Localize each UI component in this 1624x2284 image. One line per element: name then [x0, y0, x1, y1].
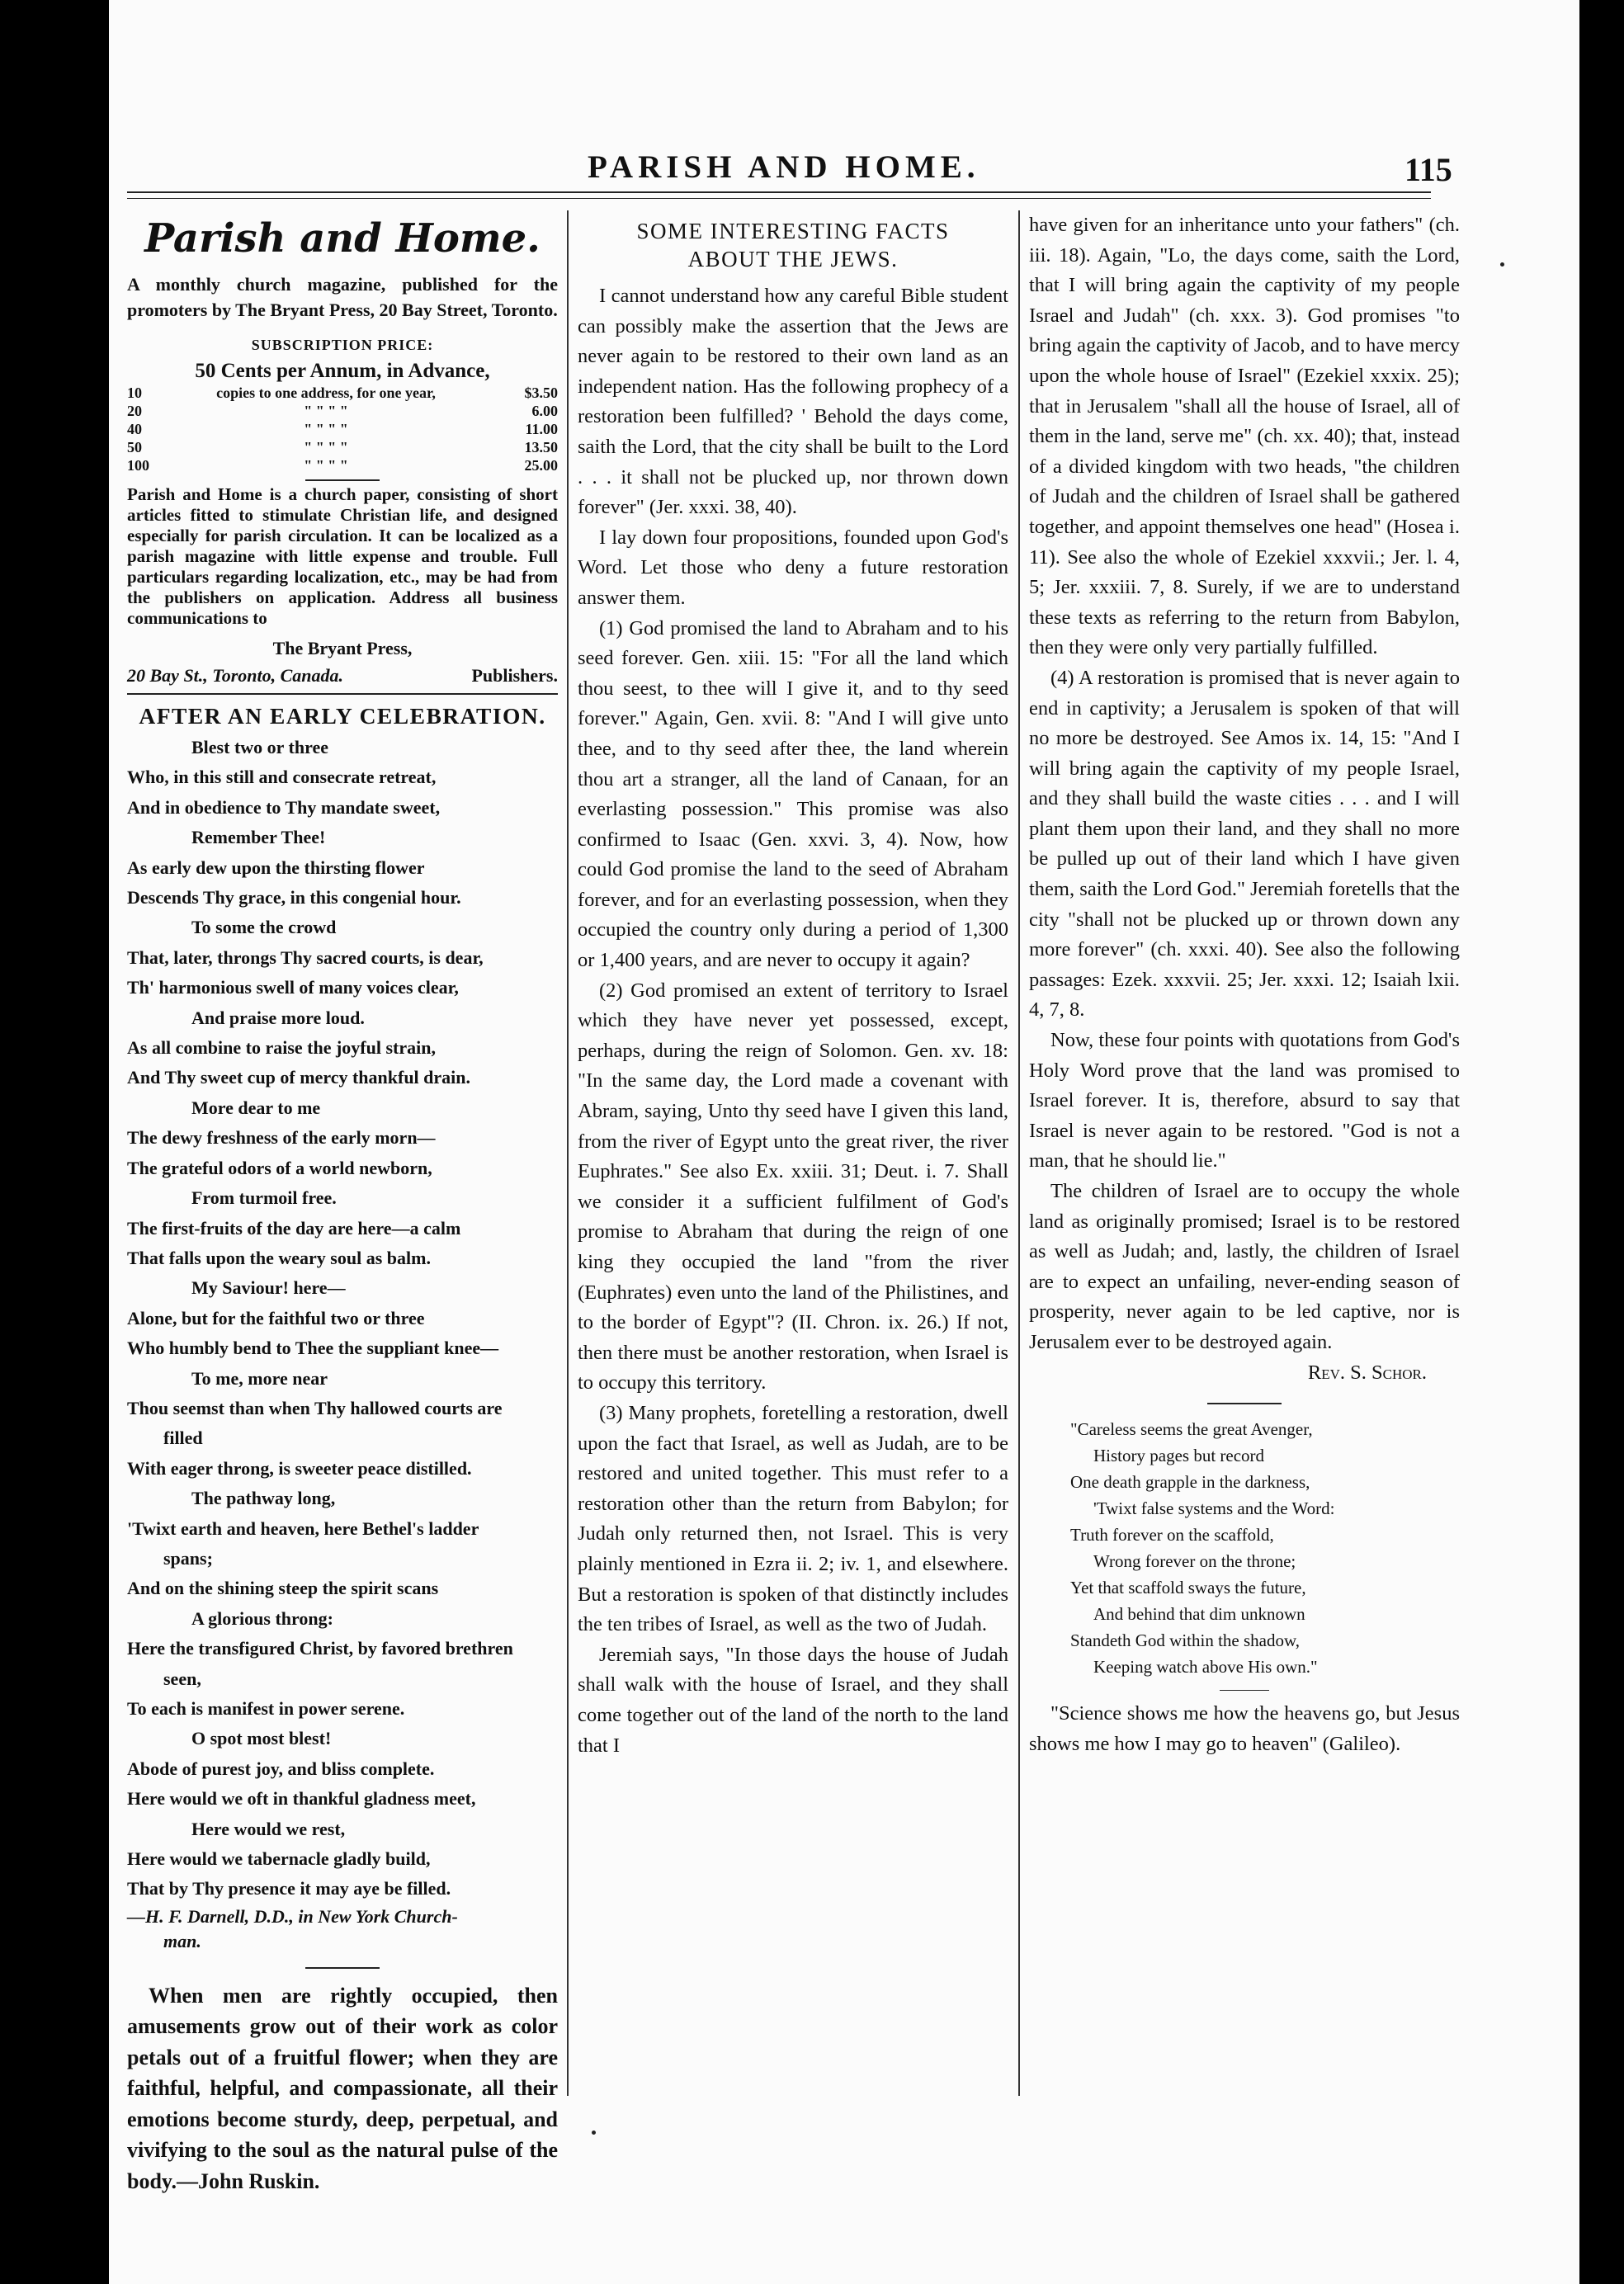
- rate-row: [127, 402, 558, 420]
- poem-line: seen,: [163, 1668, 201, 1689]
- poem-line: The pathway long,: [191, 1488, 336, 1509]
- article-title-line-1: SOME INTERESTING FACTS: [636, 219, 950, 243]
- rate-price: 6.00: [531, 403, 558, 419]
- poem-line: To some the crowd: [191, 917, 337, 938]
- poem-line: More dear to me: [191, 1097, 321, 1118]
- paper-description: Parish and Home is a church paper, consisting of short articles fitted to stimulate Christian life, and designed especially for parish circulation. It can be localized as a parish magazine with little expense and trouble. Full particulars regarding localization, etc., may be had from the publishers on application. Address all business communications to: [127, 484, 558, 628]
- right-column: [1029, 210, 1460, 1759]
- publisher-line: [127, 663, 558, 688]
- poem-line: To each is manifest in power serene.: [127, 1698, 405, 1719]
- poem-title: AFTER AN EARLY CELEBRATION.: [139, 703, 546, 729]
- poem-line: The first-fruits of the day are here—a calm: [127, 1217, 461, 1239]
- article-paragraph: (2) God promised an extent of territory to Israel which they have never yet possessed, except, perhaps, during the reign of Solomon. Gen. xv. 18: "In the same day, the Lord made a covenant with Abram, saying, Unto thy seed have I given this land, from the river of Egypt unto the great river, the river Euphrates." See also Ex. xxiii. 31; Deut. i. 7. Shall we consider it a sufficient fulfilment of God's promise to Abraham that during the reign of one king they occupied the land "from the river (Euphrates) even unto the land of the Philistines, and to the border of Egypt"? (II. Chron. ix. 26.) If not, then there must be another restoration, when Israel is to occupy this territory.: [578, 979, 1008, 1394]
- poem-line: As all combine to raise the joyful strain,: [127, 1037, 436, 1059]
- poem-line: From turmoil free.: [191, 1187, 337, 1209]
- ruskin-quote: When men are rightly occupied, then amusements grow out of their work as color petals out of a fruitful flower; when they are faithful, helpful, and compassionate, all their emotions become sturdy, deep, perpetual, and vivifying to the soul as the natural pulse of the body.—John Ruskin.: [127, 1983, 558, 2193]
- running-header: [109, 132, 1579, 188]
- poem-line: My Saviour! here—: [191, 1277, 346, 1299]
- poem-line: Th' harmonious swell of many voices clear,: [127, 977, 459, 998]
- article-body-part-2: [1029, 210, 1460, 1358]
- poem-line: filled: [163, 1428, 203, 1449]
- article-paragraph: have given for an inheritance unto your fathers" (ch. iii. 18). Again, "Lo, the days come, saith the Lord, that I will bring again the captivity of my people Israel and Judah" (ch. xxx. 3). God promises "to bring again the captivity of Jacob, and to have mercy upon the whole house of Israel" (Ezekiel xxxix. 25); that in Jerusalem "shall all the house of Israel, all of them in the land, serve me" (ch. xx. 40); that, instead of a divided kingdom with two heads, "the children of Judah and the children of Israel shall be gathered together, and appoint themselves one head" (Hosea i. 11). See also the whole of Ezekiel xxxvii.; Jer. l. 4, 5; Jer. xxxiii. 7, 8. Surely, if we are to understand these texts as referring to the return from Babylon, then they were only very partially fulfilled.: [1029, 214, 1460, 659]
- verse: [1029, 1416, 1460, 1680]
- article-paragraph: (3) Many prophets, foretelling a restoration, dwell upon the fact that Israel, as well as Judah, are to be restored and united together. This must refer to a restoration other than the return from Babylon; for Judah only returned then, not Israel. This is very plainly mentioned in Ezra ii. 2; iv. 1, and elsewhere. But a restoration is spoken of that distinctly includes the ten tribes of Israel, as well as the two of Judah.: [578, 1401, 1008, 1636]
- poem-line: And praise more loud.: [191, 1007, 365, 1028]
- poem-line: That falls upon the weary soul as balm.: [127, 1247, 431, 1268]
- poem-line: That by Thy presence it may aye be filled.: [127, 1878, 451, 1899]
- poem-line: As early dew upon the thirsting flower: [127, 856, 425, 878]
- poem-line: Abode of purest joy, and bliss complete.: [127, 1758, 435, 1779]
- poem-line: To me, more near: [191, 1367, 328, 1389]
- rate-price: $3.50: [524, 385, 558, 401]
- magazine-page: [109, 0, 1579, 2284]
- poem-line: Who humbly bend to Thee the suppliant knee—: [127, 1338, 499, 1359]
- poem-line: The grateful odors of a world newborn,: [127, 1157, 432, 1178]
- rate-row: [127, 438, 558, 456]
- article-paragraph: I lay down four propositions, founded upon God's Word. Let those who deny a future restoration answer them.: [578, 526, 1008, 609]
- poem-line: Thou seemst than when Thy hallowed courts are: [127, 1397, 503, 1418]
- column-divider-right: [1018, 210, 1020, 2096]
- rate-row: [127, 384, 558, 402]
- verse-line: Wrong forever on the throne;: [1093, 1551, 1296, 1572]
- verse-line: 'Twixt false systems and the Word:: [1093, 1498, 1335, 1519]
- header-rule: [127, 191, 1431, 193]
- verse-line: One death grapple in the darkness,: [1070, 1472, 1310, 1493]
- poem-line: Here would we tabernacle gladly build,: [127, 1848, 431, 1870]
- poem-line: Here would we oft in thankful gladness meet,: [127, 1788, 476, 1810]
- middle-column: [578, 210, 1008, 1761]
- publisher-address: 20 Bay St., Toronto, Canada.: [127, 665, 344, 686]
- verse-line: And behind that dim unknown: [1093, 1604, 1305, 1625]
- rate-price: 13.50: [524, 439, 558, 455]
- poem-attribution-cont: man.: [163, 1930, 201, 1951]
- rate-qty: 40: [127, 421, 142, 437]
- poem-line: And in obedience to Thy mandate sweet,: [127, 796, 441, 818]
- poem-line: Remember Thee!: [191, 827, 326, 848]
- poem-line: Here the transfigured Christ, by favored brethren: [127, 1638, 513, 1659]
- poem-line: And Thy sweet cup of mercy thankful drain.: [127, 1067, 471, 1088]
- poem-line: Who, in this still and consecrate retreat,: [127, 767, 437, 788]
- article-paragraph: (1) God promised the land to Abraham and to his seed forever. Gen. xiii. 15: "For all the land which thou seest, to thee will I give it, and to thy seed forever." Again, Gen. xvii. 8: "And I will give unto thee, and to thy seed after thee, the land wherein thou art a stranger, all the land of Canaan, for an everlasting possession." This promise was also confirmed to Isaac (Gen. xxvi. 3, 4). Now, how could God promise the land to the seed of Abraham forever, and for an everlasting possession, when they occupied the country only during a period of 1,300 or 1,400 years, and are never to occupy it again?: [578, 616, 1008, 972]
- rate-qty: 50: [127, 439, 142, 455]
- rate-text: " " " ": [304, 457, 348, 474]
- divider: [305, 1967, 380, 1969]
- running-title: PARISH AND HOME.: [588, 149, 980, 185]
- verse-line: Keeping watch above His own.": [1093, 1657, 1318, 1678]
- article-paragraph: Now, these four points with quotations from God's Holy Word prove that the land was promised to Israel forever. It is, therefore, absurd to say that Israel is never again to be restored. "God is not a man, that he should lie.": [1029, 1029, 1460, 1173]
- left-column: [127, 210, 558, 2197]
- poem-line: Here would we rest,: [191, 1818, 346, 1839]
- poem-line: A glorious throng:: [191, 1607, 333, 1629]
- article-paragraph: (4) A restoration is promised that is never again to end in captivity; a Jerusalem is spoken of that will no more be destroyed. See Amos ix. 14, 15: "And I will bring again the captivity of my people Israel, and they shall build the waste cities . . . and I will plant them upon their land, and they shall no more be pulled up out of their land which I have given them, saith the Lord God." Jeremiah foretells that the city "shall not be plucked up or thrown down any more forever" (ch. xxxi. 40). See also the following passages: Ezek. xxxvii. 25; Jer. xxxi. 12; Isaiah lxii. 4, 7, 8.: [1029, 666, 1460, 1022]
- article-signature: Rev. S. Schor.: [1307, 1361, 1427, 1384]
- poem-line: Descends Thy grace, in this congenial hour.: [127, 887, 461, 908]
- article-paragraph: I cannot understand how any careful Bible student can possibly make the assertion that the Jews are never again to be restored to their own land as an independent nation. Has the following prophecy of a restoration been fulfilled? ' Behold the days come, saith the Lord, that the city shall be built to the Lord . . . it shall not be plucked up, nor thrown down forever" (Jer. xxxi. 38, 40).: [578, 285, 1008, 519]
- poem-line: And on the shining steep the spirit scans: [127, 1578, 439, 1599]
- verse-line: Truth forever on the scaffold,: [1070, 1525, 1274, 1545]
- print-speck: [592, 2131, 596, 2135]
- print-speck: [1500, 262, 1504, 267]
- rate-text: " " " ": [304, 421, 348, 437]
- article-body-part-1: [578, 281, 1008, 1761]
- poem-line: Blest two or three: [191, 737, 328, 757]
- verse-line: Standeth God within the shadow,: [1070, 1630, 1301, 1651]
- poem: [127, 733, 558, 1904]
- divider: [1207, 1403, 1282, 1404]
- rate-row: [127, 420, 558, 438]
- header-rule-thin: [127, 198, 1431, 199]
- rate-price: 25.00: [524, 457, 558, 474]
- article-title: [578, 217, 1008, 273]
- article-paragraph: The children of Israel are to occupy the whole land as originally promised; Israel is to be restored as well as Judah; and, lastly, the children of Israel are to expect an unfailing, never-ending season of prosperity, never again to be led captive, nor is Jerusalem ever to be destroyed again.: [1029, 1180, 1460, 1353]
- rate-text: " " " ": [304, 403, 348, 419]
- publisher-name: The Bryant Press,: [272, 638, 413, 658]
- page-number: 115: [1404, 151, 1452, 188]
- rate-qty: 100: [127, 457, 149, 474]
- poem-line: 'Twixt earth and heaven, here Bethel's ladder: [127, 1517, 479, 1539]
- verse-line: History pages but record: [1093, 1446, 1265, 1466]
- masthead: Parish and Home.: [144, 215, 541, 262]
- publisher-role: Publishers.: [471, 665, 558, 686]
- rate-text: copies to one address, for one year,: [216, 385, 436, 401]
- poem-line: The dewy freshness of the early morn—: [127, 1127, 436, 1149]
- verse-line: "Careless seems the great Avenger,: [1070, 1419, 1313, 1440]
- divider: [305, 479, 380, 481]
- divider: [1220, 1690, 1269, 1691]
- poem-line: spans;: [163, 1547, 213, 1569]
- divider: [127, 693, 558, 695]
- intro-text: A monthly church magazine, published for the promoters by The Bryant Press, 20 Bay Street, Toronto.: [127, 274, 558, 320]
- verse-line: Yet that scaffold sways the future,: [1070, 1578, 1306, 1598]
- annual-price: 50 Cents per Annum, in Advance,: [195, 360, 490, 382]
- article-title-line-2: ABOUT THE JEWS.: [687, 247, 899, 271]
- column-divider-left: [567, 210, 569, 2096]
- article-paragraph: Jeremiah says, "In those days the house of Judah shall walk with the house of Israel, and they shall come together out of the land of the north to the land that I: [578, 1643, 1008, 1757]
- poem-line: With eager throng, is sweeter peace distilled.: [127, 1457, 472, 1479]
- poem-attribution: —H. F. Darnell, D.D., in New York Church-: [127, 1905, 458, 1927]
- subscription-heading: SUBSCRIPTION PRICE:: [251, 337, 434, 353]
- poem-line: O spot most blest!: [191, 1728, 332, 1749]
- galileo-quote: "Science shows me how the heavens go, but Jesus shows me how I may go to heaven" (Galileo).: [1029, 1702, 1460, 1755]
- poem-line: That, later, throngs Thy sacred courts, is dear,: [127, 946, 484, 968]
- rates-table: [127, 384, 558, 474]
- poem-line: Alone, but for the faithful two or three: [127, 1307, 425, 1328]
- rate-qty: 10: [127, 385, 142, 401]
- rate-qty: 20: [127, 403, 142, 419]
- rate-price: 11.00: [525, 421, 558, 437]
- rate-text: " " " ": [304, 439, 348, 455]
- rate-row: [127, 456, 558, 474]
